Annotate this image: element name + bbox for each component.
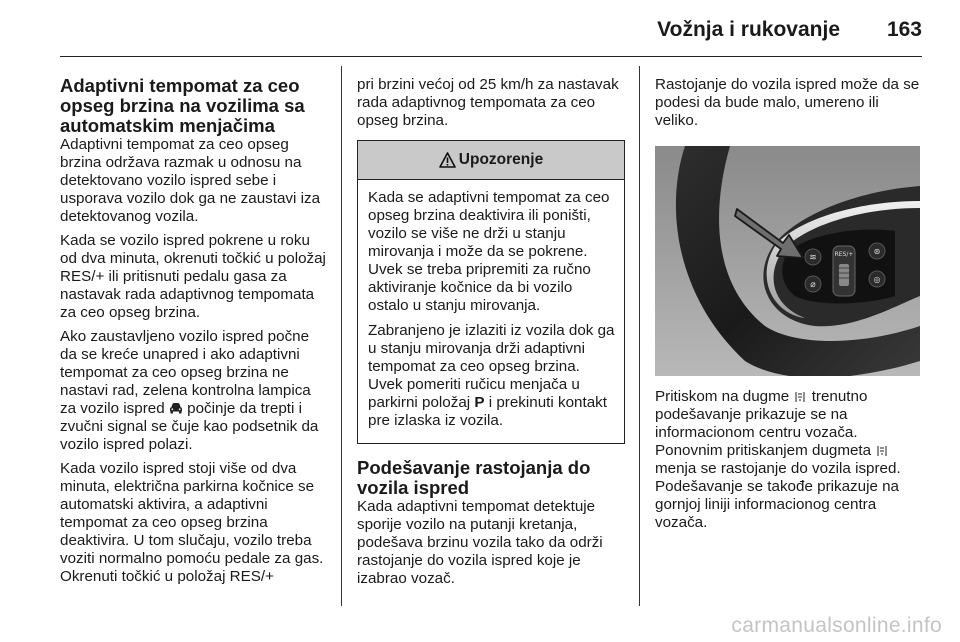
paragraph: Kada vozilo ispred stoji više od dva minuta, električna parkirna kočnice se automatski aktivira, a adaptivni tempomat za ceo opseg brzina deaktivira. U tom slučaju, vozilo treba voziti normalno pomoću pedale za gas. Okrenuti točkić u položaj RES/+ [60,460,324,585]
paragraph-text: Pritiskom na dugme [655,388,790,405]
paragraph: Adaptivni tempomat za ceo opseg brzina održava razmak u odnosu na detektovano vozilo ispred sebe i usporava vozilo dok ga ne zaustavi iza detektovanog vozila. [60,136,321,225]
paragraph [60,328,328,454]
svg-text:◎: ◎ [873,275,881,284]
section-heading: Adaptivni tempomat za ceo opseg brzina na vozilima sa automatskim menjačima [60,75,305,136]
svg-text:⌀: ⌀ [810,280,816,290]
column-divider [341,66,342,606]
warning-body [358,180,624,443]
paragraph: pri brzini većoj od 25 km/h za nastavak rada adaptivnog tempomata za ceo opseg brzina. [357,76,619,129]
page-number: 163 [886,18,922,41]
warning-header [358,141,624,180]
warning-paragraph [368,322,616,430]
steering-wheel-illustration [655,146,920,376]
paragraph-text: Ako zaustavljeno vozilo ispred počne da se kreće unapred i ako adaptivni tempomat za ceo opseg brzina ne nastavi rad, zelena kontrolna lampica za vozilo ispred [60,328,311,417]
vehicle-ahead-icon [169,402,183,414]
paragraph: Rastojanje do vozila ispred može da se podesi da bude malo, umereno ili veliko. [655,76,920,129]
paragraph-text: menja se rastojanje do vozila ispred. Podešavanje se takođe prikazuje na gornjoj liniji informacionog centra vozača. [655,460,901,531]
section-heading: Podešavanje rastojanja do vozila ispred [357,457,591,498]
steering-wheel-figure [655,146,920,376]
section-title: Vožnja i rukovanje [657,18,840,41]
paragraph: Kada adaptivni tempomat detektuje sporije vozilo na putanji kretanja, podešava brzinu vozila tako da održi rastojanje do vozila ispred koje je izabrao vozač. [357,498,603,587]
paragraph [655,388,920,532]
warning-title: Upozorenje [458,151,544,168]
paragraph: Kada se vozilo ispred pokrene u roku od dva minuta, okrenuti točkić u položaj RES/+ ili pritisnuti pedalu gasa za nastavak rada adaptivnog tempomata za ceo opseg brzina. [60,232,326,321]
follow-distance-icon [875,444,889,457]
column-2 [357,76,625,594]
gear-position-p: P [474,394,485,411]
warning-triangle-icon [439,152,456,168]
warning-box [357,140,625,444]
header-rule [60,56,922,57]
svg-text:⊛: ⊛ [873,247,881,256]
svg-text:≋: ≋ [809,253,817,263]
paragraph-text: počinje da trepti i zvučni signal se čuje kao podsetnik da vozilo ispred polazi. [60,400,319,453]
warning-text: Zabranjeno je izlaziti iz vozila dok ga u stanju mirovanja drži adaptivni tempomat za ceo opseg brzina. Uvek pomeriti ručicu menjača u parkirni položaj [368,322,615,411]
warning-text: i prekinuti kontakt pre izlaska iz vozila. [368,394,607,429]
column-1 [60,76,328,592]
column-3 [655,76,920,538]
follow-distance-icon [793,390,807,403]
warning-paragraph: Kada se adaptivni tempomat za ceo opseg brzina deaktivira ili poništi, vozilo se više ne drži u stanju mirovanja i može da se pokrene. Uvek se treba pripremiti za ručno aktiviranje kočnice da bi vozilo ostalo u stanju mirovanja. [368,189,610,314]
watermark: carmanualsonline.info [731,614,942,637]
page-header [60,14,922,48]
column-divider [639,66,640,606]
paragraph-text: trenutno podešavanje prikazuje se na informacionom centru vozača. Ponovnim pritiskanjem dugmeta [655,388,872,459]
res-label: RES/+ [834,251,854,258]
